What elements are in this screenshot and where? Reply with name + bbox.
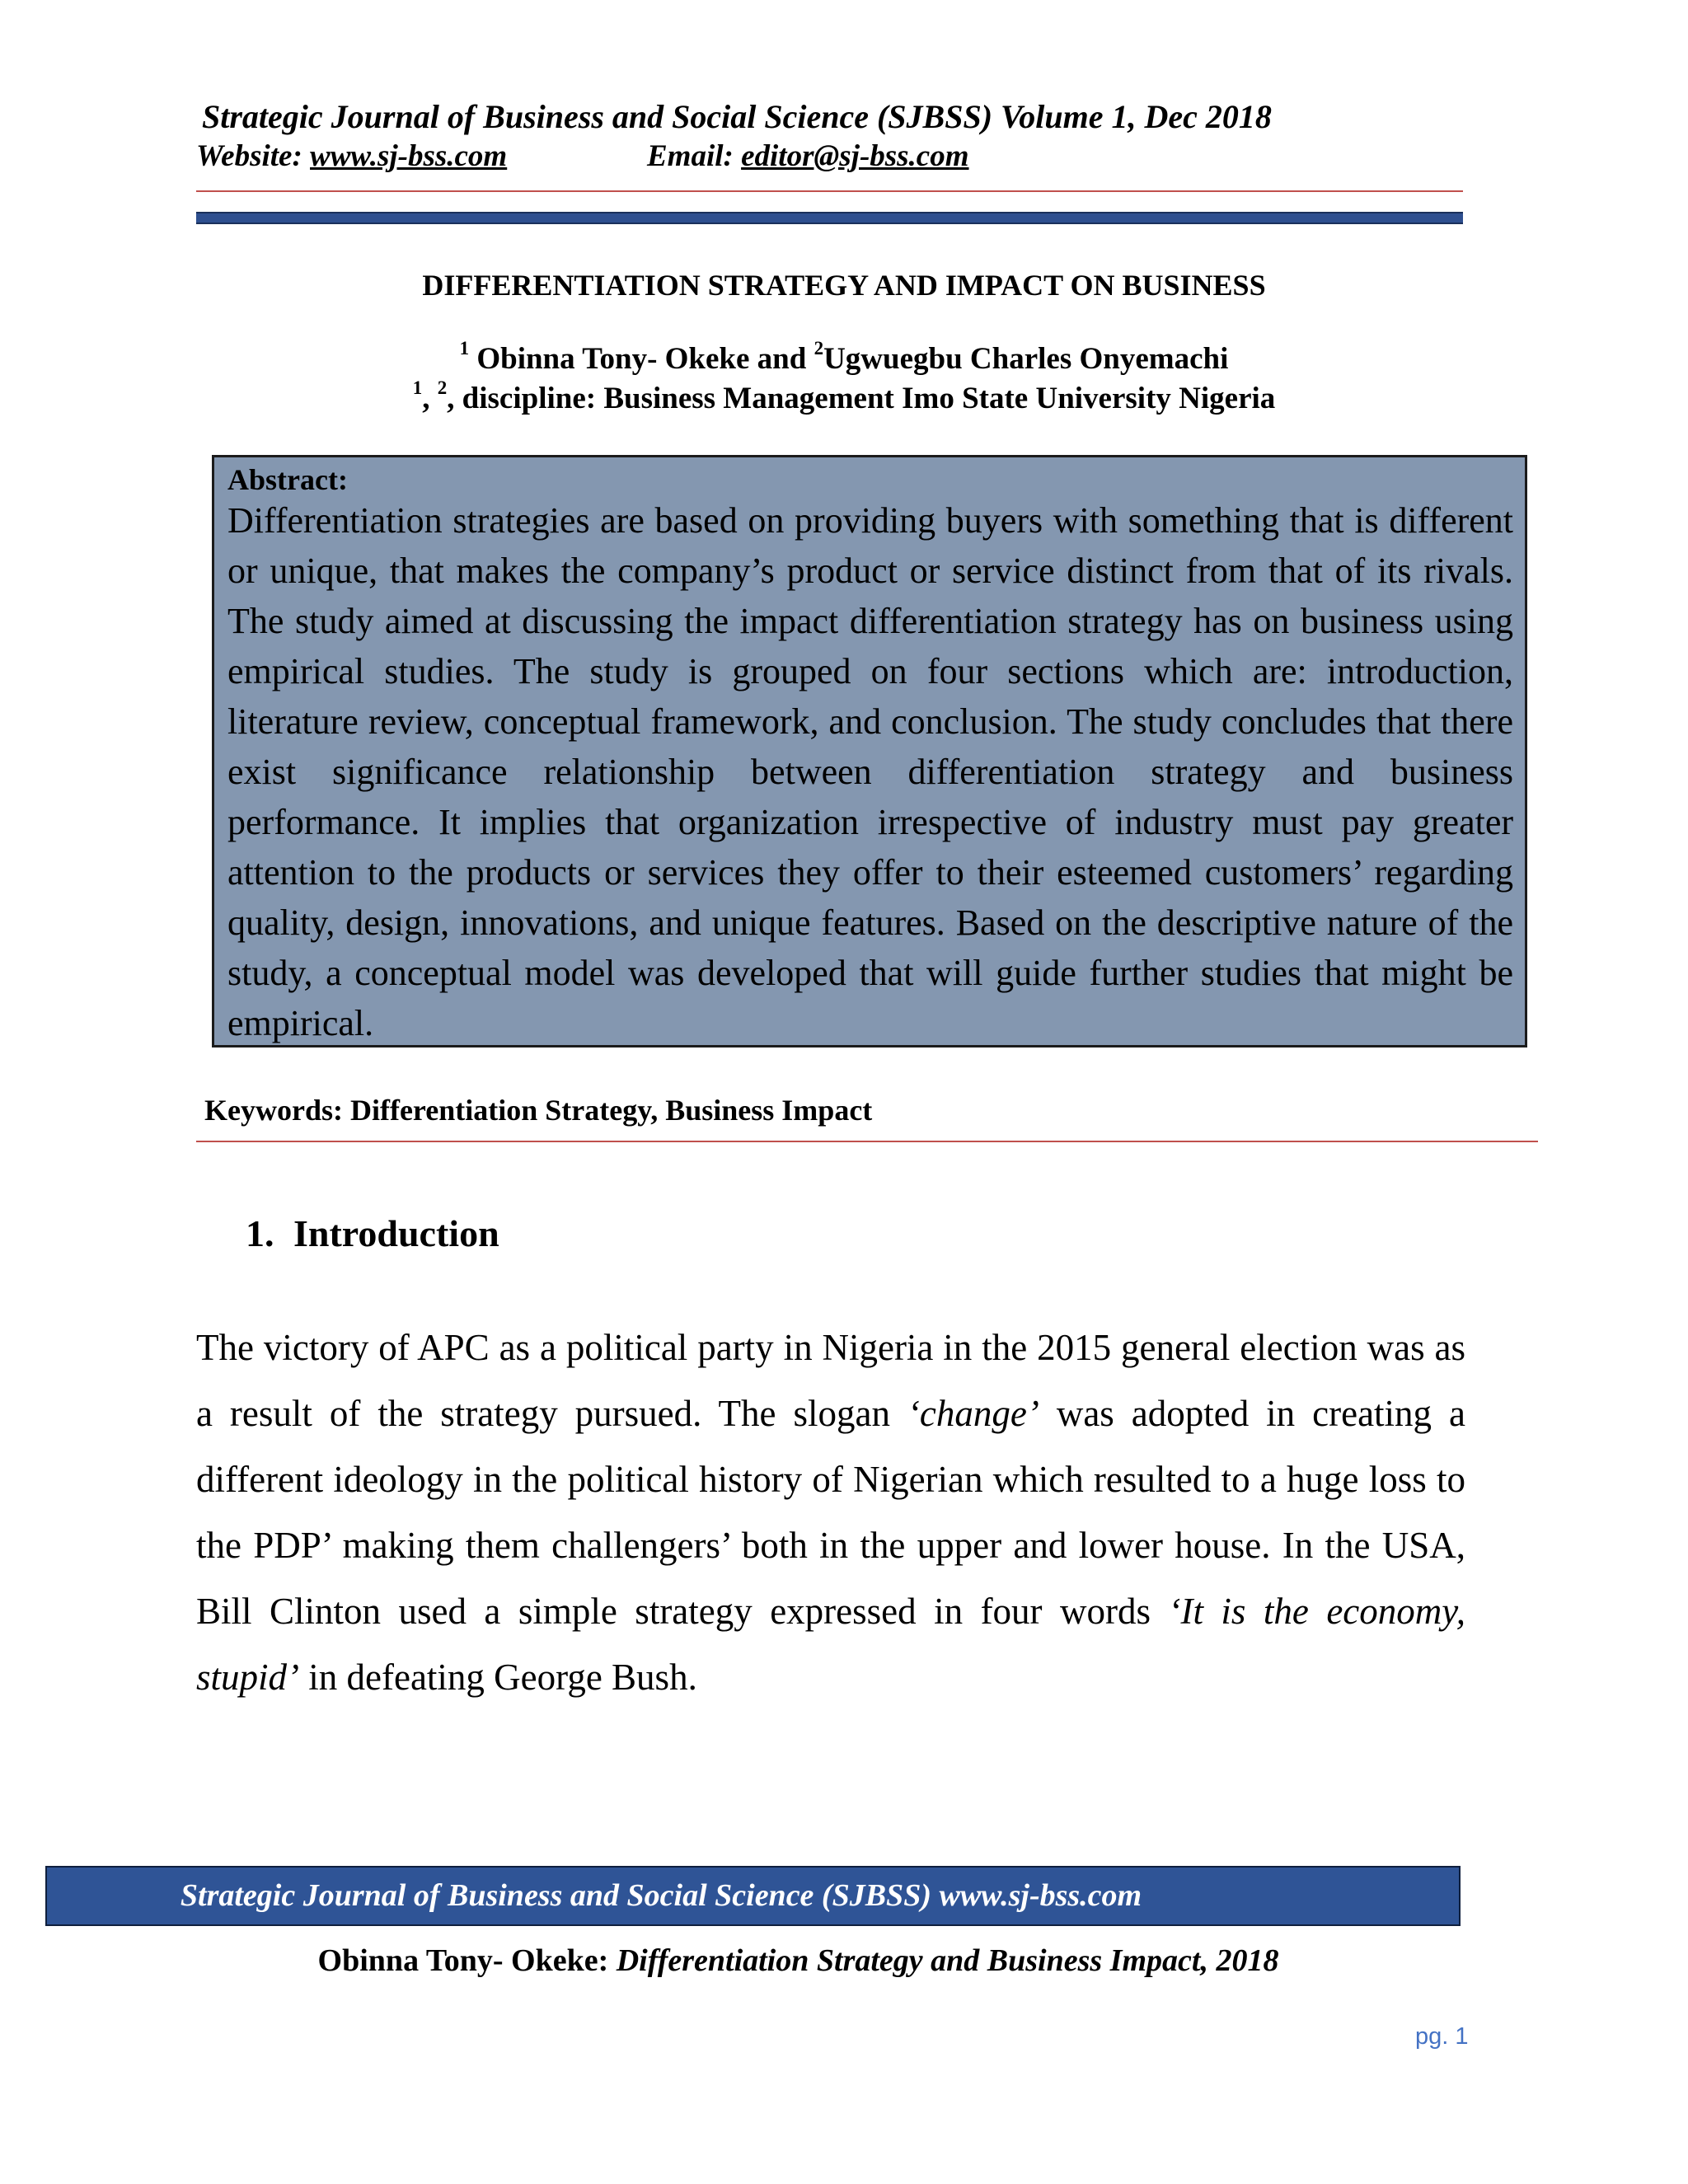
footer-cite-author: Obinna Tony- Okeke: — [317, 1943, 617, 1978]
email-group — [647, 138, 969, 174]
author1-sup: 1 — [459, 337, 470, 359]
author-line — [0, 337, 1688, 377]
footer-citation — [0, 1943, 1597, 1979]
intro-paragraph — [196, 1315, 1465, 1710]
header-divider — [196, 190, 1463, 192]
page-number: pg. 1 — [1415, 2023, 1469, 2050]
intro-text-1: The victory of APC as a political party in Nigeria in the 2015 general election was as a result of the strategy pursued. The slogan — [196, 1327, 1465, 1434]
intro-quote-economy: ‘It is the economy, stupid’ — [196, 1591, 1466, 1698]
author1-name: Obinna Tony- Okeke and — [476, 342, 814, 376]
author2-name: Ugwuegbu Charles Onyemachi — [823, 342, 1229, 376]
keywords-divider — [196, 1141, 1538, 1142]
affil-sup1: 1 — [412, 377, 423, 398]
website-label: Website: — [196, 139, 311, 173]
journal-header: Strategic Journal of Business and Social Science (SJBSS) Volume 1, Dec 2018 — [202, 98, 1272, 135]
affil-sep: , — [422, 382, 438, 415]
intro-text-3: in defeating George Bush. — [299, 1657, 697, 1698]
email-link[interactable]: editor@sj-bss.com — [741, 139, 969, 173]
section-number: 1. — [246, 1212, 274, 1254]
affil-text: , discipline: Business Management Imo State University Nigeria — [447, 382, 1276, 415]
section-title: Introduction — [293, 1212, 499, 1254]
intro-text-2: was adopted in creating a different ideology in the political history of Nigerian which resulted to a huge loss to the PDP’ making them challengers’ both in the upper and lower house. In the USA, Bill Clinton used a simple strategy expressed in four words — [196, 1393, 1465, 1632]
intro-quote-change: ‘change’ — [907, 1393, 1039, 1434]
email-label: Email: — [647, 139, 742, 173]
author2-sup: 2 — [814, 337, 824, 359]
website-link[interactable]: www.sj-bss.com — [310, 139, 508, 173]
affiliation-line — [0, 377, 1688, 416]
paper-title: DIFFERENTIATION STRATEGY AND IMPACT ON BUSINESS — [422, 269, 1266, 302]
footer-band — [45, 1866, 1461, 1926]
affil-sup2: 2 — [437, 377, 448, 398]
contact-line — [196, 138, 969, 174]
abstract-text: Differentiation strategies are based on providing buyers with something that is different or unique, that makes the company’s product or service distinct from that of its rivals. The study aimed at discussing the impact differentiation strategy has on business using empirical studies. The study is grouped on four sections which are: introduction, literature review, conceptual framework, and conclusion. The study concludes that there exist significance relationship between differentiation strategy and business performance. It implies that organization irrespective of industry must pay greater attention to the products or services they offer to their esteemed customers’ regarding quality, design, innovations, and unique features. Based on the descriptive nature of the study, a conceptual model was developed that will guide further studies that might be empirical. — [227, 500, 1513, 1043]
abstract-box — [212, 455, 1527, 1047]
footer-cite-title: Differentiation Strategy and Business Impact, 2018 — [616, 1943, 1279, 1978]
section-heading — [246, 1212, 499, 1255]
abstract-label: Abstract: — [227, 463, 348, 496]
header-band — [196, 212, 1463, 224]
footer-band-text: Strategic Journal of Business and Social Science (SJBSS) www.sj-bss.com — [180, 1878, 1142, 1913]
keywords: Keywords: Differentiation Strategy, Business Impact — [204, 1094, 873, 1127]
